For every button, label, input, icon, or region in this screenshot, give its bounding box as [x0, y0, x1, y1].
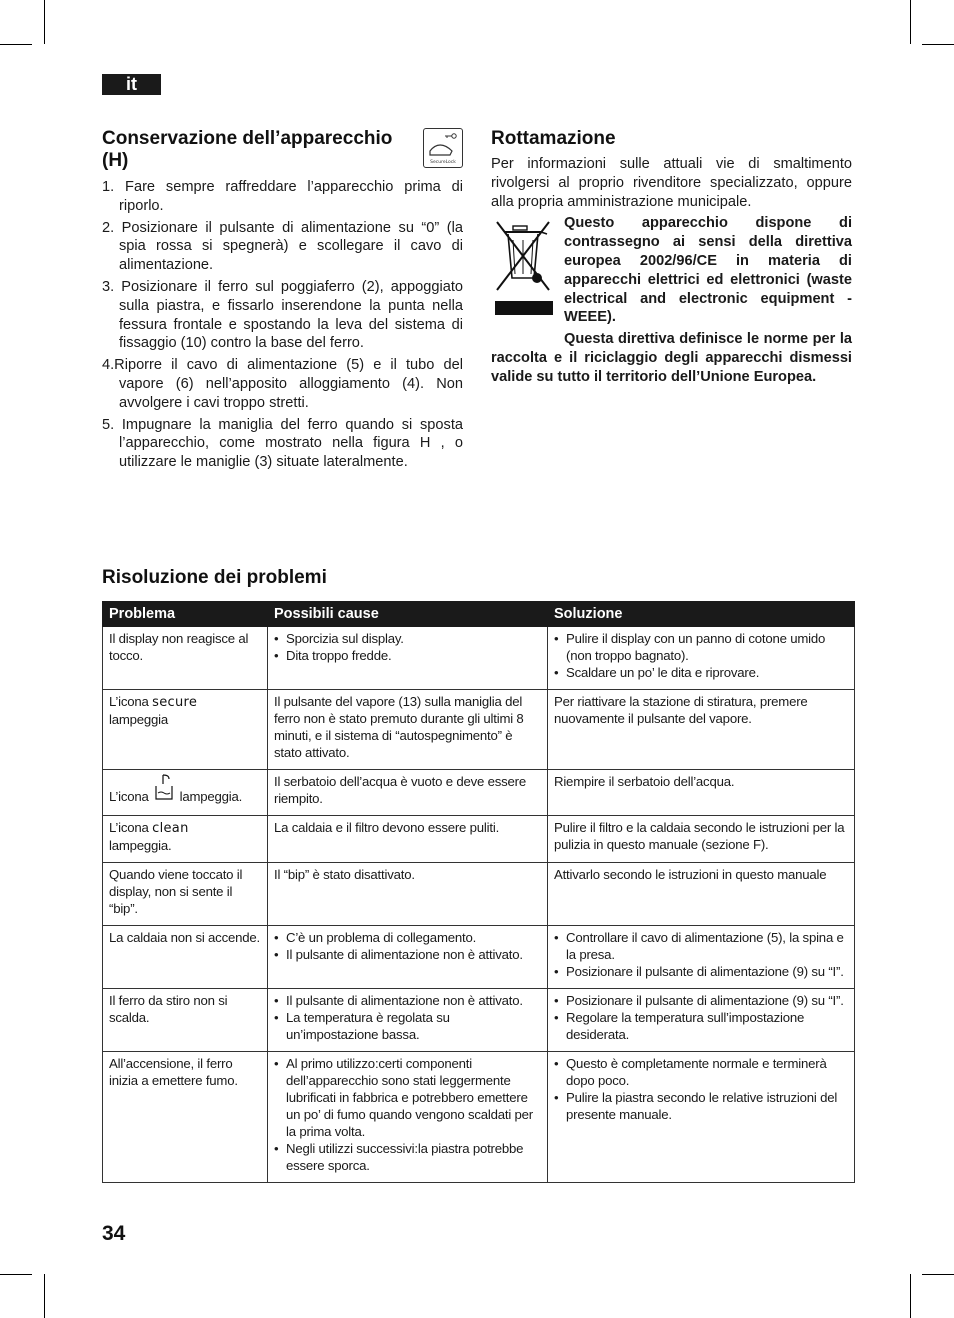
list-item: • Questo è completamente normale e terminerà dopo poco.: [554, 1055, 848, 1089]
cause-cell: Il “bip” è stato disattivato.: [268, 863, 548, 926]
problem-cell: Il display non reagisce al tocco.: [103, 627, 268, 690]
secure-display-word: secure: [152, 695, 198, 710]
solution-cell: [548, 1052, 855, 1183]
list-item: • Posizionare il pulsante di alimentazione (9) su “I”.: [554, 963, 848, 980]
storage-steps: [102, 178, 463, 472]
solution-cell: [548, 926, 855, 989]
table-row: [103, 863, 855, 926]
storage-title: Conservazione dell’apparecchio (H): [102, 128, 393, 171]
table-header-row: [103, 602, 855, 627]
problem-cell: La caldaia non si accende.: [103, 926, 268, 989]
list-item: • Il pulsante di alimentazione non è attivato.: [274, 992, 541, 1009]
crop-mark: [0, 44, 32, 45]
list-item: • Il pulsante di alimentazione non è attivato.: [274, 946, 541, 963]
troubleshooting-table: [102, 601, 855, 1183]
cause-cell: La caldaia e il filtro devono essere puliti.: [268, 816, 548, 863]
crop-mark: [0, 1274, 32, 1275]
list-item: • Controllare il cavo di alimentazione (5), la spina e la presa.: [554, 929, 848, 963]
list-item: • Sporcizia sul display.: [274, 630, 541, 647]
solution-cell: Pulire il filtro e la caldaia secondo le istruzioni per la pulizia in questo manuale (sezione F).: [548, 816, 855, 863]
list-item: 3. Posizionare il ferro sul poggiaferro (2), appoggiato sulla piastra, e fissarlo inserendone la punta nella fessura frontale e spostando la leva del sistema di fissaggio (10) contro la base del ferro.: [102, 278, 463, 352]
column-header: Possibili cause: [268, 602, 548, 627]
disposal-intro: Per informazioni sulle attuali vie di smaltimento rivolgersi al proprio rivenditore specializzato, oppure alla propria amministrazione municipale.: [491, 156, 852, 210]
crop-mark: [910, 0, 911, 44]
table-row: [103, 770, 855, 816]
language-tab: it: [102, 74, 161, 95]
problem-cell: L’icona lampeggia.: [103, 770, 268, 816]
column-header: Problema: [103, 602, 268, 627]
list-item: • Pulire il display con un panno di cotone umido (non troppo bagnato).: [554, 630, 848, 664]
directive-text: Questa direttiva definisce le norme per la raccolta e il riciclaggio degli apparecchi dismessi valide su tutto il territorio dell’Unione Europea.: [491, 331, 852, 385]
table-row: [103, 816, 855, 863]
column-header: Soluzione: [548, 602, 855, 627]
cause-cell: [268, 989, 548, 1052]
weee-bar: [495, 301, 553, 315]
list-item: 4.Riporre il cavo di alimentazione (5) e il tubo del vapore (6) nell’apposito alloggiamento (4). Non avvolgere i cavi troppo stretti.: [102, 357, 463, 411]
crop-mark: [44, 1274, 45, 1318]
list-item: • C’è un problema di collegamento.: [274, 929, 541, 946]
list-item: 5. Impugnare la maniglia del ferro quando si sposta l’apparecchio, come mostrato nella figura H , o utilizzare le maniglie (3) situate lateralmente.: [102, 416, 463, 471]
water-tank-icon: [154, 773, 174, 805]
list-item: 1. Fare sempre raffreddare l’apparecchio prima di riporlo.: [102, 179, 463, 214]
list-item: • Regolare la temperatura sull’impostazione desiderata.: [554, 1009, 848, 1043]
list-item: • Al primo utilizzo:certi componenti dell’apparecchio sono stati leggermente lubrificati in fabbrica e potrebbero emettere un po’ di fumo quando vengono scaldati per la prima volta.: [274, 1055, 541, 1140]
list-item: • Negli utilizzi successivi:la piastra potrebbe essere sporca.: [274, 1140, 541, 1174]
solution-cell: [548, 627, 855, 690]
disposal-section: [491, 128, 852, 387]
page-number: 34: [102, 1222, 126, 1245]
solution-cell: Per riattivare la stazione di stiratura, premere nuovamente il pulsante del vapore.: [548, 690, 855, 770]
crop-mark: [910, 1274, 911, 1318]
table-row: [103, 690, 855, 770]
storage-section: [102, 128, 463, 475]
problem-cell: Il ferro da stiro non si scalda.: [103, 989, 268, 1052]
solution-cell: Riempire il serbatoio dell’acqua.: [548, 770, 855, 816]
crop-mark: [922, 44, 954, 45]
cause-cell: [268, 1052, 548, 1183]
securelock-icon: [423, 128, 463, 168]
problem-cell: L’icona secure lampeggia: [103, 690, 268, 770]
list-item: • Pulire la piastra secondo le relative istruzioni del presente manuale.: [554, 1089, 848, 1123]
clean-display-word: clean: [152, 821, 189, 836]
svg-text:SecureLock: SecureLock: [430, 160, 456, 165]
list-item: • Dita troppo fredde.: [274, 647, 541, 664]
cause-cell: [268, 926, 548, 989]
problem-cell: All’accensione, il ferro inizia a emettere fumo.: [103, 1052, 268, 1183]
problem-cell: Quando viene toccato il display, non si sente il “bip”.: [103, 863, 268, 926]
crop-mark: [44, 0, 45, 44]
cause-cell: [268, 627, 548, 690]
table-row: [103, 926, 855, 989]
list-item: • Scaldare un po’ le dita e riprovare.: [554, 664, 848, 681]
weee-text: Questo apparecchio dispone di contrassegno ai sensi della direttiva europea 2002/96/CE in materia di apparecchi elettrici ed elettronici (waste electrical and electronic equipment - WEEE).: [564, 215, 852, 326]
problem-cell: L’icona clean lampeggia.: [103, 816, 268, 863]
cause-cell: Il pulsante del vapore (13) sulla maniglia del ferro non è stato premuto durante gli ultimi 8 minuti, e il sistema di “autospegnimento” è stato attivato.: [268, 690, 548, 770]
disposal-title: Rottamazione: [491, 128, 616, 149]
table-row: [103, 989, 855, 1052]
table-row: [103, 627, 855, 690]
solution-cell: Attivarlo secondo le istruzioni in questo manuale: [548, 863, 855, 926]
list-item: • La temperatura è regolata su un’impostazione bassa.: [274, 1009, 541, 1043]
solution-cell: [548, 989, 855, 1052]
table-row: [103, 1052, 855, 1183]
crop-mark: [922, 1274, 954, 1275]
list-item: • Posizionare il pulsante di alimentazione (9) su “I”.: [554, 992, 848, 1009]
cause-cell: Il serbatoio dell’acqua è vuoto e deve essere riempito.: [268, 770, 548, 816]
troubleshooting-title: Risoluzione dei problemi: [102, 567, 327, 588]
list-item: 2. Posizionare il pulsante di alimentazione su “0” (la spia rossa si spegnerà) e scollegare il cavo di alimentazione.: [102, 219, 463, 274]
